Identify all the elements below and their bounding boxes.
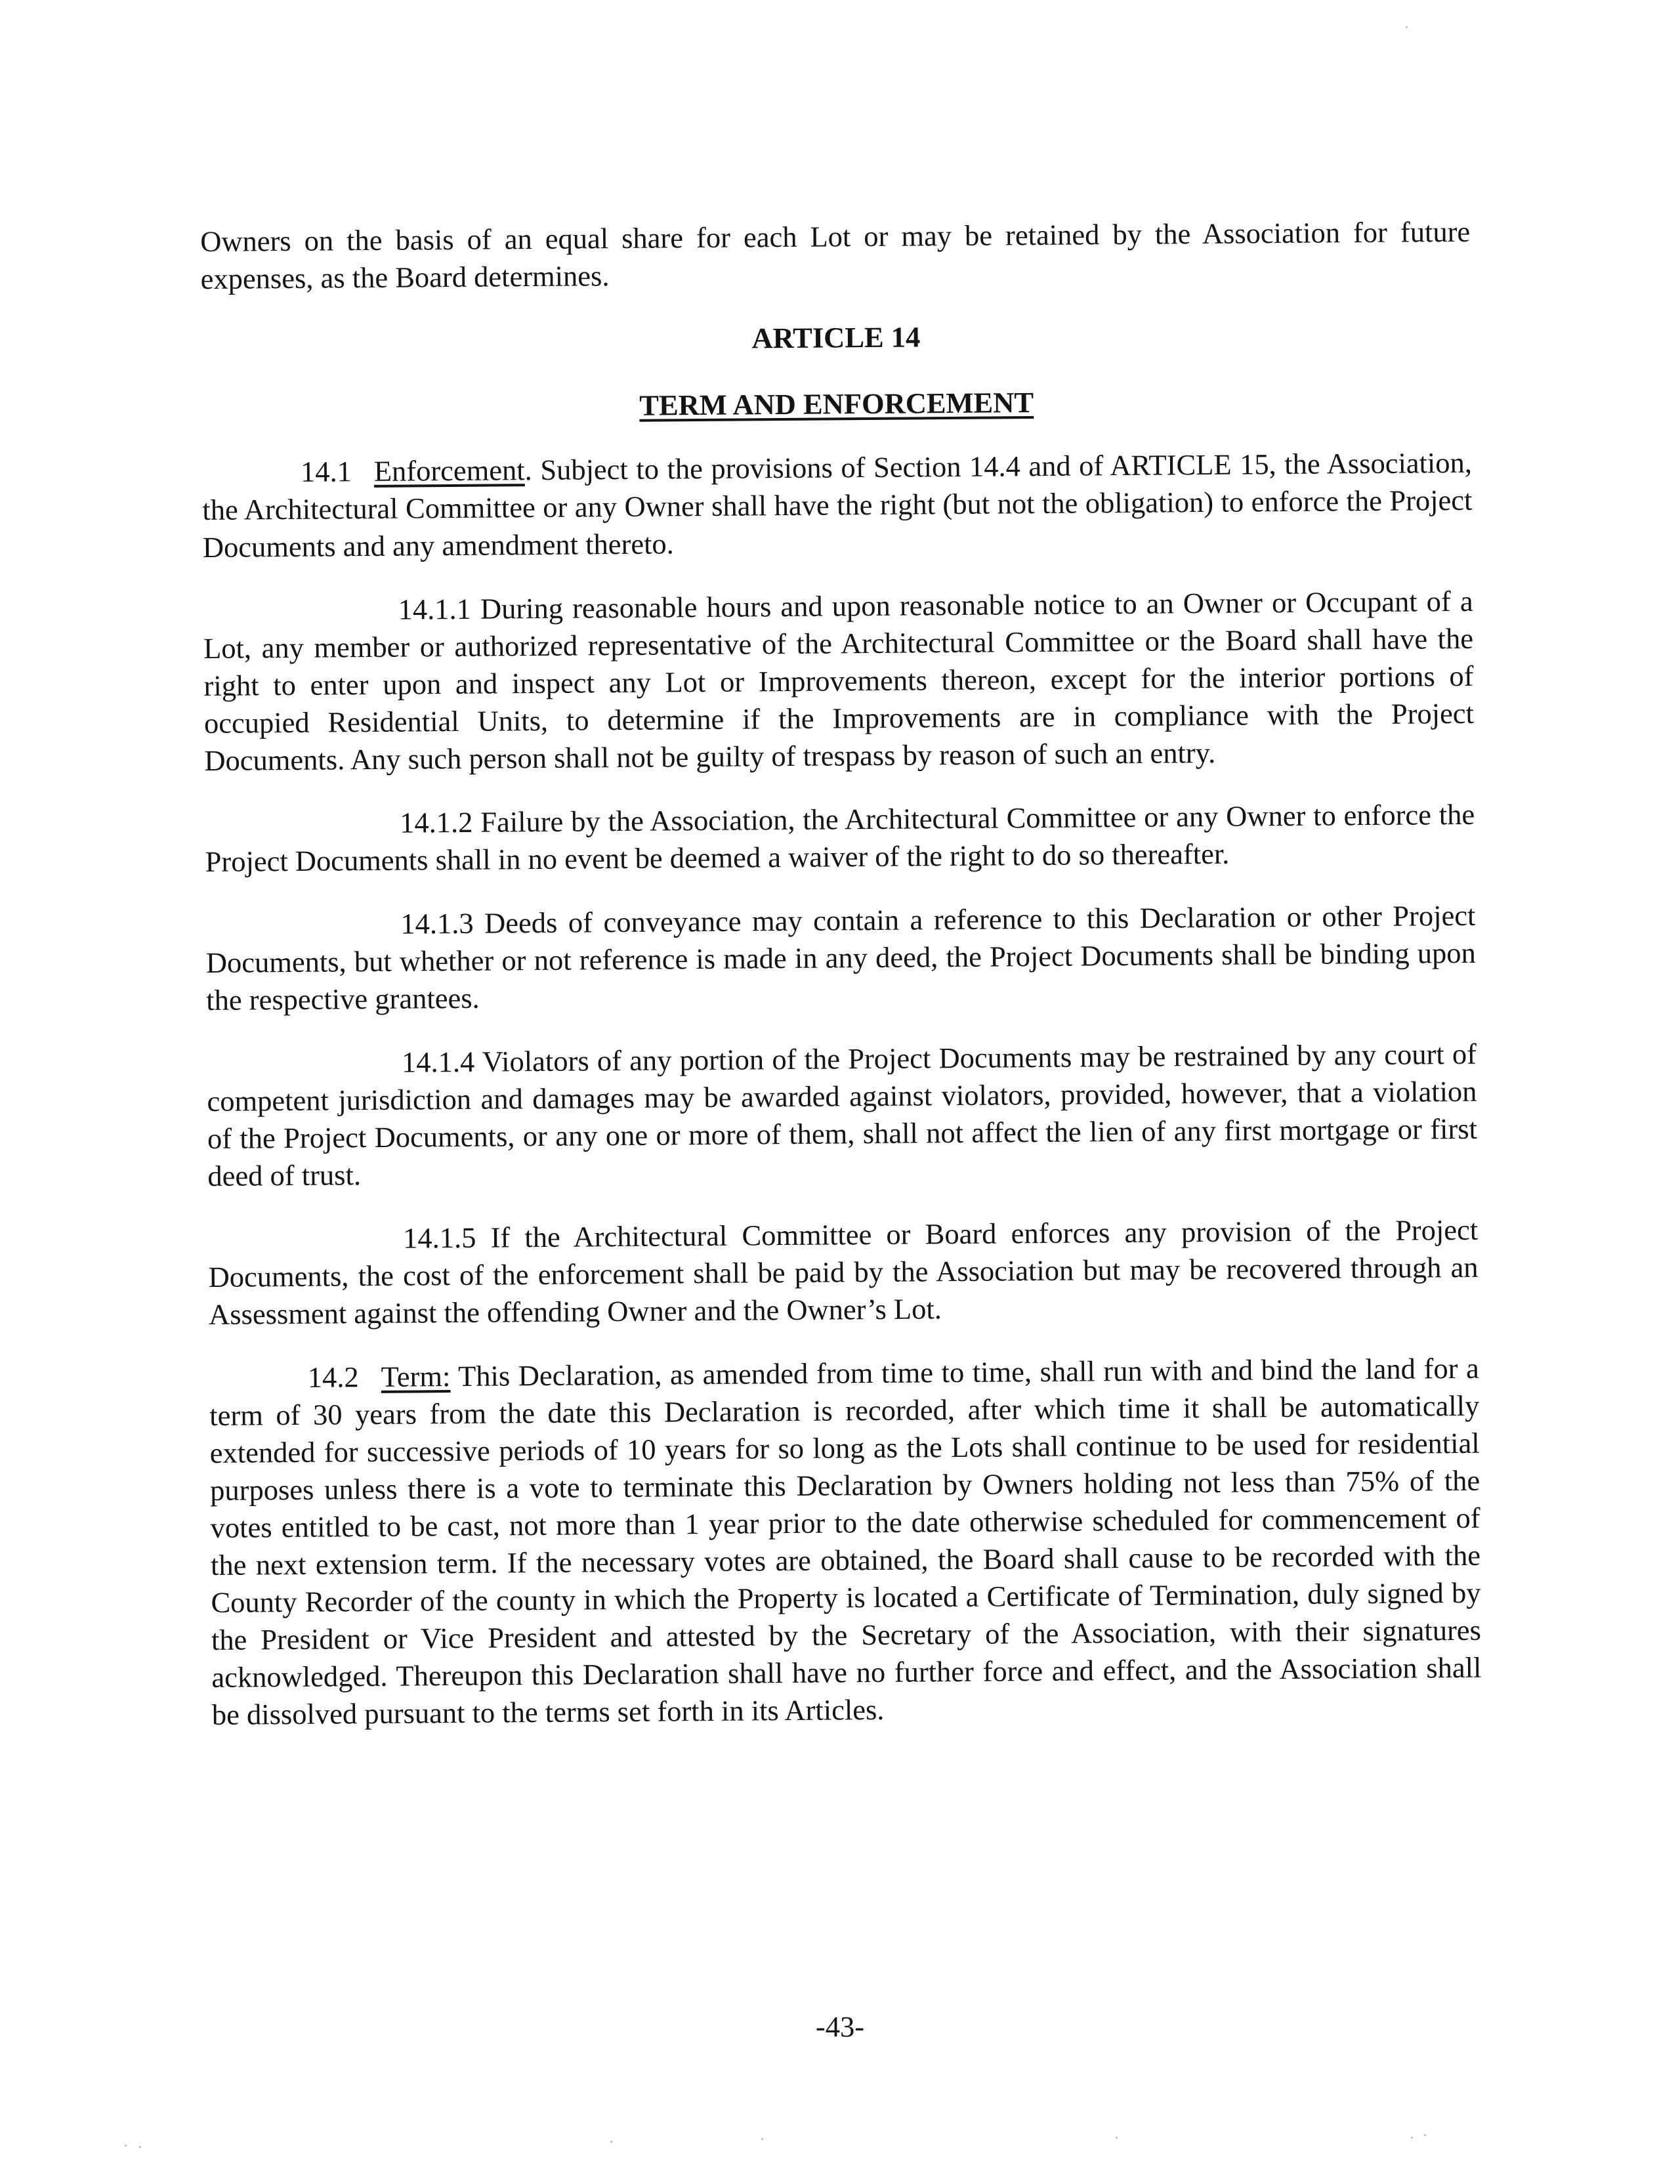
scan-speck	[1424, 2134, 1426, 2136]
section-number: 14.1.5	[402, 1221, 476, 1255]
article-title: TERM AND ENFORCEMENT	[639, 386, 1034, 422]
article-number: ARTICLE 14	[751, 320, 921, 355]
section-14-2	[209, 1350, 1482, 1734]
section-number: 14.1.4	[401, 1045, 475, 1079]
page-number: -43-	[815, 2010, 865, 2043]
section-14-1-1	[203, 583, 1474, 780]
section-14-1-5	[208, 1211, 1479, 1334]
carryover-paragraph: Owners on the basis of an equal share for each Lot or may be retained by the Association for future expenses, as the Board determines.	[200, 215, 1471, 295]
section-text: Deeds of conveyance may contain a reference to this Declaration or other Project Documents, but whether or not reference is made in any deed, the Project Documents shall be binding upon the respective grantees.	[205, 898, 1476, 1017]
section-title: Term:	[381, 1360, 451, 1393]
section-number: 14.1.1	[398, 592, 472, 626]
scan-speck	[1406, 26, 1408, 28]
section-title: Enforcement	[373, 453, 525, 488]
section-text: Failure by the Association, the Architectural Committee or any Owner to enforce the Project Documents shall in no event be deemed a waiver of the right to do so thereafter.	[205, 797, 1475, 878]
section-text: Subject to the provisions of Section 14.4 and of ARTICLE 15, the Association, the Architectural Committee or any Owner shall have the right (but not the obligation) to enforce the Project Documents and any amendment thereto.	[202, 446, 1473, 564]
section-title-suffix: .	[524, 453, 532, 487]
section-number: 14.1.2	[399, 805, 473, 839]
section-14-1-4	[207, 1036, 1478, 1195]
section-number: 14.1	[300, 455, 352, 488]
section-text: This Declaration, as amended from time to time, shall run with and bind the land for a term of 30 years from the date this Declaration is recorded, after which time it shall be automatically extended for successive periods of 10 years for so long as the Lots shall continue to be used for residential purposes unless there is a vote to terminate this Declaration by Owners holding not less than 75% of the votes entitled to be cast, not more than 1 year prior to the date otherwise scheduled for commencement of the next extension term. If the necessary votes are obtained, the Board shall cause to be recorded with the County Recorder of the county in which the Property is located a Certificate of Termination, duly signed by the President or Vice President and attested by the Secretary of the Association, with their signatures acknowledged. Thereupon this Declaration shall have no further force and effect, and the Association shall be dissolved pursuant to the terms set forth in its Articles.	[209, 1351, 1482, 1731]
scan-speck	[1116, 2137, 1118, 2139]
section-text: If the Architectural Committee or Board enforces any provision of the Project Documents, the cost of the enforcement shall be paid by the Association but may be recovered through an Assessment against the offending Owner and the Owner’s Lot.	[208, 1213, 1479, 1331]
section-14-1-2	[205, 796, 1475, 881]
section-text: Violators of any portion of the Project Documents may be restrained by any court of competent jurisdiction and damages may be awarded against violators, provided, however, that a violation of the Project Documents, or any one or more of them, shall not affect the lien of any first mortgage or first deed of trust.	[207, 1037, 1478, 1192]
section-14-1	[202, 444, 1473, 566]
document-body	[200, 213, 1482, 1760]
section-number: 14.2	[307, 1360, 359, 1394]
section-text: During reasonable hours and upon reasonable notice to an Owner or Occupant of a Lot, any member or authorized representative of the Architectural Committee or the Board shall have the right to enter upon and inspect any Lot or Improvements thereon, except for the interior portions of occupied Residential Units, to determine if the Improvements are in compliance with the Project Documents. Any such person shall not be guilty of trespass by reason of such an entry.	[203, 584, 1475, 777]
scan-speck	[761, 2138, 763, 2140]
section-number: 14.1.3	[400, 906, 474, 940]
scan-speck	[1411, 2137, 1413, 2139]
scan-speck	[610, 2141, 612, 2143]
scan-speck	[139, 2146, 141, 2148]
scan-speck	[125, 2145, 127, 2147]
section-14-1-3	[205, 897, 1476, 1019]
